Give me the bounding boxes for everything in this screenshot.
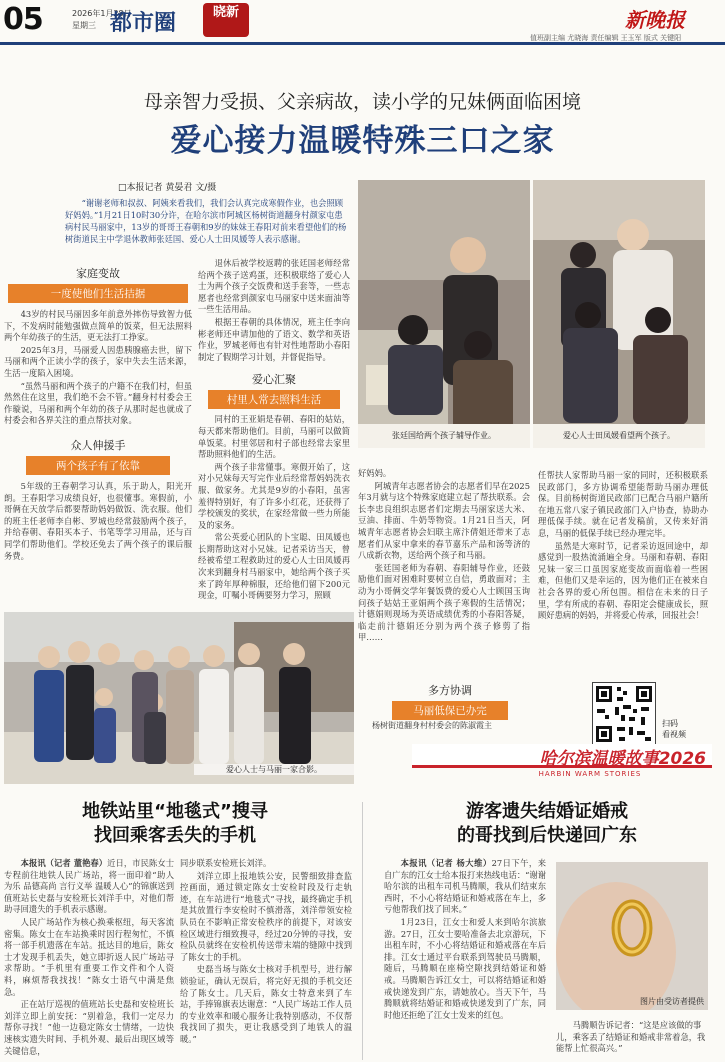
photo-visit xyxy=(533,180,705,448)
paragraph: 两个孩子非常懂事。寒假开始了，这对小兄妹每天写完作业后经常帮妈妈洗衣服、做家务。尤其是9岁的小春阳，虽害羞得特别好，有了许多小红花，还获得了学校颁发的奖状，在家经常做一些力所能及的家务。 xyxy=(198,461,350,530)
paragraph: 刘洋立即上报地铁公安，民警细致排查监控画面，通过锁定陈女士安检时段及行走轨迹，在车站进行“地毯式”寻找，最终确定手机是其放置行李安检时不慎滑落，刘洋带领安检队员在不影响正常安检秩序的前提下，对该安检区域进行细致搜寻，经过20分钟的寻找，安检队员就终在安检机传送带末端的缝隙中找到了陈女士的手机。 xyxy=(180,870,352,962)
series-banner: 哈尔滨温暖故事2026 xyxy=(412,744,712,768)
section-bar: 两个孩子有了依靠 xyxy=(26,456,170,475)
ring-photo-image xyxy=(556,862,708,1010)
story-right-title-line1: 游客遗失结婚证婚戒 xyxy=(466,801,628,822)
group-photo-image xyxy=(4,612,354,784)
story-left-title-line2: 找回乘客丢失的手机 xyxy=(94,825,256,846)
issue-weekday: 星期三 xyxy=(72,21,96,30)
story-right-byline: 本报讯（记者 杨大维） xyxy=(400,858,492,868)
issue-date: 2026年1月28日 xyxy=(72,9,132,18)
paragraph: 根据王春朝的具体情况，班主任李向彬老师还申请加他的了语文、数学和英语作业，罗城老师也有针对性地帮助小春阳制定了假期学习计划，并督促指导。 xyxy=(198,316,350,362)
main-subheadline: 母亲智力受损、父亲病故，读小学的兄妹俩面临困境 xyxy=(143,91,581,113)
story-left-title-line1: 地铁站里“地毯式”搜寻 xyxy=(82,801,268,822)
photo-caption: 张廷国给两个孩子辅导作业。 xyxy=(392,431,496,440)
main-lead: “谢谢老师和叔叔、阿姨来看我们，我们会认真完成寒假作业，也会照顾好妈妈。”1月21日10时30分许，在哈尔滨市阿城区杨树街道翻身村颜家屯患病村民马丽家中，13岁的哥哥王春朝和9岁的妹妹王春阳对前来看望他们的杨树街道民主中学退休教师张廷国、爱心人士田凤媛等人表示感谢。 xyxy=(65,198,347,244)
story-left-lead: 近日，市民陈女士专程前往地铁人民广场站，将一面印着“助人为乐 品德高尚 言行义举 温暖人心”的锦旗送到值班站长史磊与安检班长刘洋手中，对他们帮助寻回遗失的手机表示感谢。 xyxy=(4,858,174,915)
series-banner-sub: HARBIN WARM STORIES xyxy=(538,770,642,778)
section-title: 多方协调 xyxy=(428,684,472,697)
qr-label: 扫码 看视频 xyxy=(662,719,686,739)
newspaper-name: 新晚报 xyxy=(625,8,685,32)
column-2 xyxy=(198,258,350,602)
column-divider xyxy=(362,802,363,1060)
paragraph: 5年级的王春朝学习认真，乐于助人，阳光开朗。王春阳学习成绩良好，也很懂事。寒假前，小哥俩在天放学后都要帮助妈妈做饭、洗衣服。他们的班主任老师李自彬、罗城也经常鼓励两个孩子，并给春朝、春阳买本子、书笔等学习用品，还与百同学们帮助他们。学校还免去了两个孩子的课后服务费。 xyxy=(4,480,192,561)
paragraph: 张廷国老师为春朝、春阳辅导作业，还鼓励他们面对困难时要树立自信，勇敢面对；主动为小哥俩交学年餐饭费的爱心人士顾国玉询问孩子姑姑王亚娟两个孩子寒假的生活情况；计德娟则现场为英语成绩优秀的小春阳答疑，临走前汁德娟还分别为两个孩子修剪了指甲…… xyxy=(358,562,530,643)
column-3 xyxy=(358,468,530,644)
story-right-quote: 马腾顺告诉记者：“这是应该做的事儿，乘客丢了结婚证和婚戒非常着急，我能帮上忙很高兴。” xyxy=(556,1020,706,1054)
story-left-col1 xyxy=(4,858,174,1057)
qr-code-icon xyxy=(593,683,655,745)
column-1 xyxy=(4,265,192,562)
main-headline: 爱心接力温暖特殊三口之家 xyxy=(170,123,555,159)
story-right-title-line2: 的哥找到后快递回广东 xyxy=(457,825,637,846)
photo-ring xyxy=(556,862,708,1010)
header-rule xyxy=(0,42,725,45)
photo-tutoring xyxy=(358,180,530,448)
section-bar: 马丽低保已办完 xyxy=(392,701,508,720)
page-number: 05 xyxy=(3,2,43,37)
paragraph: 任帮扶人家帮助马丽一家的同时，还积极联系民政部门，多方协调希望能帮助马丽办理低保。目前杨树街道民政部门已配合马丽户籍所在地五常八家子镇民政部门入户协查，协助办理低保手续。就在记者发稿前，又传来好消息，马丽的低保手续已经办理完毕。 xyxy=(538,470,708,538)
paragraph: 人民广场站作为核心换乘枢纽，每天客流密集。陈女士在车站换乘时因行程匆忙，不慎将一部手机遗落在车站。抵达目的地后，陈女士才发现手机丢失，她立即折返人民广场站寻求帮助。“手机里有重要工作文件和个人资料，麻烦帮我找找！”陈女士语气中满是焦急。 xyxy=(4,916,174,997)
paragraph: 常公英爱心团队的卜宝聪、田凤媛也长期帮助这对小兄妹。记者采访当天，曾经被希望工程救助过的爱心人士田凤媛再次来到翻身村马丽家中，她给两个孩子买来了跨年厚种棉服，还给他们留下200元现金，叮嘱小哥俩要努力学习，照顾 xyxy=(198,532,350,601)
paragraph: “虽然马丽和两个孩子的户籍不在我们村，但虽然然住在这里，我们绝不会不管。”翻身村村委会王作璇说，马丽和两个年幼的孩子从那时起也就成了村委会和各界关注的重点帮扶对象。 xyxy=(4,380,192,426)
section-bar: 一度使他们生活拮据 xyxy=(8,284,188,303)
paragraph xyxy=(384,858,546,916)
story-left-byline: 本报讯（记者 董艳春） xyxy=(20,858,108,868)
column-logo: 晓新 xyxy=(203,3,249,37)
section-4-text: 杨树街道翻身村村委会的陈淑霞主 xyxy=(372,721,492,730)
story-right xyxy=(372,800,722,848)
paragraph: 1月23日，江女士和爱人来到哈尔滨旅游。27日，江女士要哈准备去北京游玩，下出租车时，不小心将结婚证和婚戒落在车后排。江女士通过平台联系到驾驶员马腾顺，随后，马腾顺在座椅空隙找到结婚证和婚戒。马腾顺告诉江女士，可以将结婚证和婚戒快递发到广东，请她放心。当天下午，马腾顺就将结婚证和婚戒快递发到了广东，同时他还拒绝了江女士发来的红包。 xyxy=(384,916,546,1020)
section-bar: 村里人常去照料生活 xyxy=(208,390,340,409)
qr-code[interactable] xyxy=(592,682,656,746)
photo-caption: 爱心人士田凤媛看望两个孩子。 xyxy=(563,431,675,440)
story-right-lead: 27日下午，来自广东的江女士给本报打来热线电话：“谢谢哈尔滨的出租车司机马腾顺，我从们结束东西时，不小心将结婚证和婚戒落在车上，多亏他帮我们找了回来。” xyxy=(384,858,546,915)
paragraph: 同步联系安检班长刘洋。 xyxy=(180,858,272,868)
paragraph: 史磊当场与陈女士核对手机型号，进行解锁验证，确认无误后，将完好无损的手机交还给了陈女士。几天后，陈女士特意来到了车站，手捧锦旗表达谢意：“人民广场站工作人员的专业效率和暖心服务让我特别感动，不仅帮我找回了损失，更让我感受到了地铁人的温暖。” xyxy=(180,964,352,1044)
story-left-col2 xyxy=(180,858,352,1046)
photo-caption: 图片由受访者提供 xyxy=(640,997,704,1006)
paragraph: 2025年3月，马丽爱人因患胰腺癌去世，留下马丽和两个正读小学的孩子，家中失去生活来源，生活一度陷入困境。 xyxy=(4,344,192,378)
paragraph: 正在站厅巡视的值班站长史磊和安检班长刘洋立即上前安抚：“别着急，我们一定尽力帮你寻找！”他一边稳定陈女士情绪，一边快速核实遗失时间、手机外观、最后出现区域等关键信息， xyxy=(4,999,174,1056)
paragraph: 43岁的村民马丽因多年前意外摔伤导致智力低下，不发病时能勉强做点简单的饭菜，但无法照料两个年幼孩子的生活，更无法打工挣家。 xyxy=(4,309,192,343)
paragraph: 退休后被学校返聘的张廷国老师经常给两个孩子送鸡蛋，还积极联络了爱心人士为两个孩子交饭费和送手套等，一些志愿者也经常到颜家屯马丽家中送来面油等一些生活用品。 xyxy=(198,258,350,315)
photo-caption: 爱心人士与马丽一家合影。 xyxy=(194,764,354,775)
section-title: 爱心汇聚 xyxy=(252,373,296,387)
page-header xyxy=(0,0,725,40)
column-4 xyxy=(538,470,708,622)
section-title: 家庭变故 xyxy=(76,267,120,280)
visit-photo-image xyxy=(533,180,705,448)
paragraph: 阿城青年志愿者协会的志愿者们早在2025年3月就与这个特殊家庭建立起了帮扶联系。会长李忠良组织志愿者们定期去马丽家送大米、豆油、排面、牛奶等物资。1月21日当天，阿城青年志愿者协会妇联主席汴倩姐还带来了志愿者们从家中拿来的春节嘉乐产品和汤等济的八成新衣物，送给两个孩子和马丽。 xyxy=(358,480,530,561)
photo-group xyxy=(4,612,354,784)
paragraph: 同村的王亚娟是春朝、春阳的姑姑，每天都来帮助他们。目前，马丽可以做简单饭菜。村里邻居和村子部也经常去家里帮助照料他们的生活。 xyxy=(198,414,350,460)
paragraph xyxy=(4,858,174,916)
story-left xyxy=(0,800,350,848)
section-4 xyxy=(380,682,520,725)
main-byline: □本报记者 黄晏君 文/摄 xyxy=(118,183,217,193)
editor-credits: 值班副主编 尤晓海 责任编辑 王玉军 版式 关键阳 xyxy=(530,34,682,42)
column-title: 都市圈 xyxy=(110,11,177,36)
story-right-col1 xyxy=(384,858,546,1021)
paragraph: 虽然是大寒时节，记者采访返回途中，却感觉到一股热流涌遍全身。马丽和春朝、春阳兄妹一家三口虽因家庭变故而面临着一些困难，但他们又是幸运的，因为他们正在被来自社会各界的爱心所包围。相信在未来的日子里，学有所成的春朝、春阳定会健康成长，照顾好患病的妈妈，并将爱心传承，回报社会！ xyxy=(538,540,708,621)
paragraph: 好妈妈。 xyxy=(358,468,392,478)
section-title: 众人伸援手 xyxy=(70,438,126,452)
tutoring-photo-image xyxy=(358,180,530,448)
